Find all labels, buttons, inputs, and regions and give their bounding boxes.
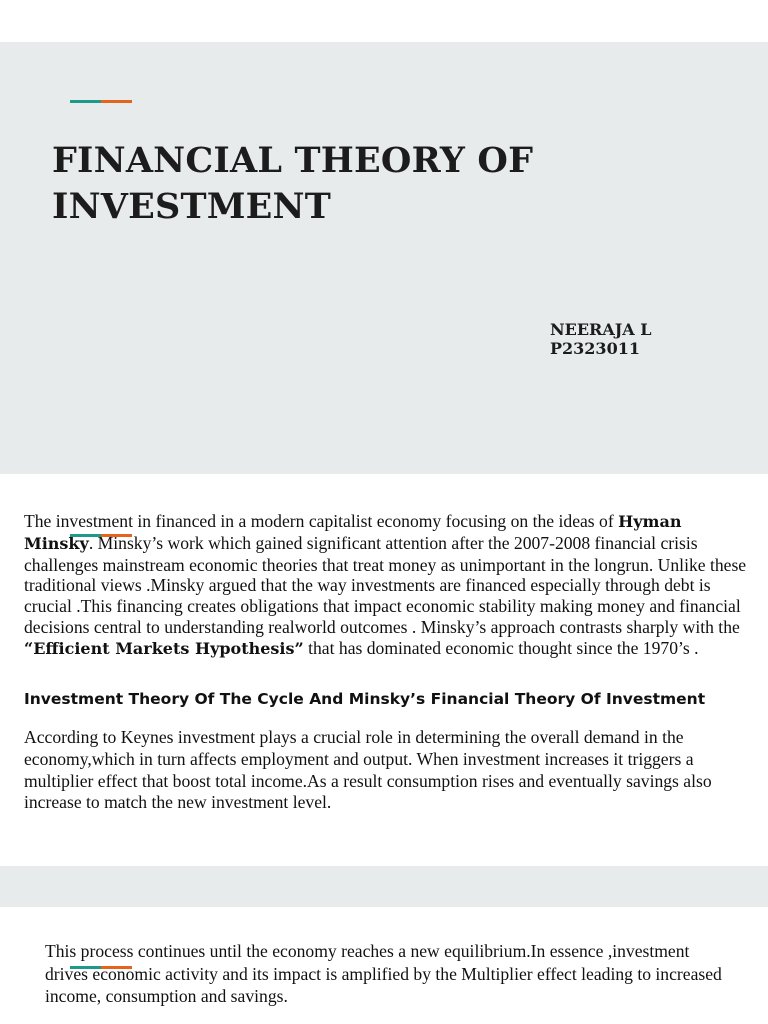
intro-text-middle: . Minsky’s work which gained significant attention after the 2007-2008 financial crisis challenges mainstream economic theories that treat money as unimportant in the longrun. Unlike these traditional views .Minsky argued that the way investments are financed especially through debt is crucial .This financing creates obligations that impact economic stability making money and financial decisions central to understanding realworld outcomes . Minsky’s approach contrasts sharply with the xyxy=(24,532,747,637)
slide-title xyxy=(52,138,692,230)
equilibrium-paragraph: This process continues until the economy reaches a new equilibrium.In essence ,investment drives economic activity and its impact is amplified by the Multiplier effect leading to increased income, consumption and savings. xyxy=(45,941,722,1007)
keynes-paragraph: According to Keynes investment plays a crucial role in determining the overall demand in the economy,which in turn affects employment and output. When investment increases it triggers a multiplier effect that boost total income.As a result consumption rises and eventually savings also increase to match the new investment level. xyxy=(24,727,712,813)
slide-separator xyxy=(0,866,768,907)
intro-text-end: that has dominated economic thought since the 1970’s . xyxy=(303,637,699,658)
content-slide xyxy=(0,474,768,866)
author-id: P2323011 xyxy=(550,339,640,358)
title-slide xyxy=(0,42,768,474)
efficient-markets-bold: “Efficient Markets Hypothesis” xyxy=(24,638,304,658)
author-name: NEERAJA L xyxy=(550,320,652,339)
author-block xyxy=(550,320,652,358)
hyman-minsky-bold: Hyman Minsky xyxy=(24,512,682,553)
third-slide xyxy=(0,907,768,1024)
intro-text-start: The investment in financed in a modern capitalist economy focusing on the ideas of xyxy=(24,511,619,531)
intro-paragraph xyxy=(24,511,754,660)
title-line-2: INVESTMENT xyxy=(52,186,331,227)
title-line-1: FINANCIAL THEORY OF xyxy=(52,140,534,181)
accent-teal-segment xyxy=(70,100,101,103)
accent-orange-segment xyxy=(101,100,132,103)
top-gap xyxy=(0,0,768,42)
section-subheading: Investment Theory Of The Cycle And Minsky’s Financial Theory Of Investment xyxy=(24,690,706,708)
